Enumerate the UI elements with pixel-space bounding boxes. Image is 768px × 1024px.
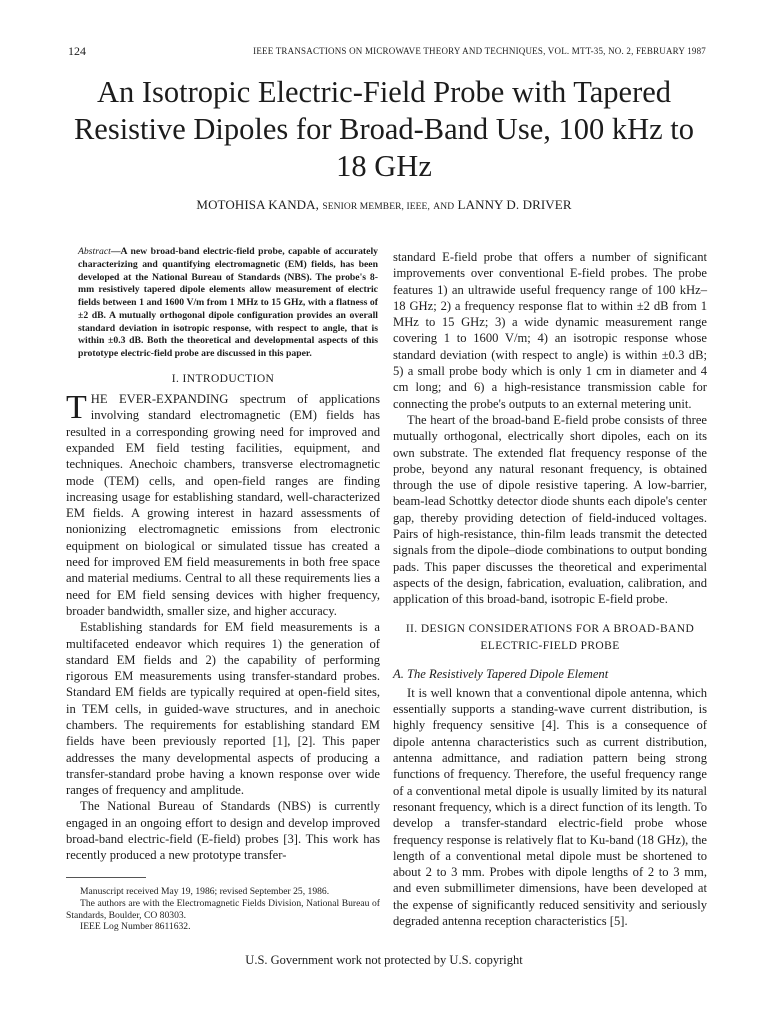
journal-header: IEEE TRANSACTIONS ON MICROWAVE THEORY AND TECHNIQUES, VOL. MTT-35, NO. 2, FEBRUARY 1987 [253, 46, 706, 56]
paragraph: standard E-field probe that offers a number of significant improvements over conventional E-field probes. The probe features 1) an ultrawide useful frequency range of 100 kHz–18 GHz; 2) a frequency response flat to within ±2 dB from 1 MHz to 15 GHz; 3) a wide dynamic measurement range covering 1 to 1600 V/m; 4) an isotropic response whose standard deviation (with respect to angle) is within ±0.3 dB; 5) a small probe body which is only 1 cm in diameter and 4 cm long; and 6) a high-resistance transmission cable for connecting the probe's outputs to an external metering unit. [393, 250, 707, 411]
drop-cap: T [66, 389, 87, 427]
author-conjunction: AND [433, 202, 455, 212]
paragraph: The heart of the broad-band E-field probe consists of three mutually orthogonal, electrically short dipoles, each on its own substrate. The extended flat frequency response of the probe, beyond any natural resonant frequency, is obtained through the use of dipole resistive tapering. A low-barrier, beam-lead Schottky detector diode shunts each dipole's center gap, thereby providing detection of field-induced voltages. Pairs of high-resistance, thin-film leads transmit the detected signals from the dipole–diode combinations to output bonding pads. This paper discusses the theoretical and experimental aspects of the design, fabrication, evaluation, calibration, and application of this broad-band, isotropic E-field probe. [393, 412, 707, 607]
paragraph: Establishing standards for EM field measurements is a multifaceted endeavor which requires 1) the generation of standard EM fields and 2) the capability of performing rigorous EM measurements using transfer-standard probes. Standard EM fields are typically required at open-field sites, in TEM cells, in guided-wave structures, and in anechoic chambers. The requirements for establishing standard EM fields have been previously reported [1], [2]. This paper addresses the many developmental aspects of producing a transfer-standard probe having a known response over wide ranges of frequency and amplitude. [66, 620, 380, 798]
footnote-divider [66, 877, 146, 878]
author-membership: SENIOR MEMBER, IEEE, [322, 202, 430, 212]
section-heading-line: ELECTRIC-FIELD PROBE [480, 639, 620, 652]
paragraph: It is well known that a conventional dipole antenna, which essentially supports a standing-wave current distribution, is highly frequency sensitive [4]. This is a consequence of dipole antenna characteristics such as current distribution, antenna admittance, and radiation pattern being strong functions of frequency. Therefore, the useful frequency range of a conventional metal dipole is usually limited by its natural resonant frequency, which is a direct function of its length. To develop a transfer-standard electric-field probe whose frequency response is relatively flat to Ku-band (18 GHz), the length of a conventional metal dipole must be shortened to about 2 to 3 mm. Probes with dipole lengths of 2 to 3 mm, and even submillimeter dimensions, have been developed at the expense of significantly reduced sensitivity and seriously degraded antenna reception characteristics [5]. [393, 685, 707, 928]
paragraph: The National Bureau of Standards (NBS) is currently engaged in an ongoing effort to design and develop improved broad-band electric-field (E-field) probes [3]. This work has recently produced a new prototype transfer- [66, 799, 380, 863]
footnote: Manuscript received May 19, 1986; revised September 25, 1986. [80, 886, 330, 897]
abstract-text: —A new broad-band electric-field probe, capable of accurately characterizing and quantifying electromagnetic (EM) fields, has been developed at the National Bureau of Standards (NBS). The probe's 8-mm resistively tapered dipole elements allow measurement of electric fields between 1 and 1600 V/m from 1 MHz to 15 GHz, with a flatness of ±2 dB. A mutually orthogonal dipole configuration provides an overall standard deviation in isotropic response, with respect to angle, that is within ±0.3 dB. Both the theoretical and developmental aspects of this prototype electric-field probe are discussed in this paper. [78, 246, 378, 359]
copyright-notice: U.S. Government work not protected by U.S. copyright [245, 953, 523, 967]
author-line [60, 197, 708, 213]
section-heading: I. INTRODUCTION [171, 372, 275, 385]
section-heading-line: II. DESIGN CONSIDERATIONS FOR A BROAD-BAND [405, 622, 695, 635]
left-column [66, 246, 380, 864]
abstract [66, 246, 380, 361]
paper-title: An Isotropic Electric-Field Probe with Tapered Resistive Dipoles for Broad-Band Use, 100 kHz to 18 GHz [73, 75, 695, 183]
section-heading [393, 621, 707, 655]
author-name: MOTOHISA KANDA, [196, 197, 320, 212]
footnote: The authors are with the Electromagnetic Fields Division, National Bureau of Standards, Boulder, CO 80303. [66, 897, 380, 921]
footnotes [66, 886, 380, 933]
right-column [393, 249, 707, 929]
author-name: LANNY D. DRIVER [457, 197, 572, 212]
paragraph [66, 391, 380, 619]
page-number: 124 [68, 44, 86, 58]
footnote: IEEE Log Number 8611632. [80, 921, 191, 933]
abstract-lead: Abstract [78, 246, 111, 257]
paragraph-text: HE EVER-EXPANDING spectrum of applications involving standard electromagnetic (EM) fields has resulted in a corresponding growing need for improved and expanded EM field testing facilities, equipment, and techniques. Anechoic chambers, transverse electromagnetic mode (TEM) cells, and open-field ranges are finding increasing usage for establishing standard, well-characterized EM fields. A growing interest in hazard assessments of nonionizing electromagnetic emissions from electronic equipment on biological or simulated tissue has created a need for improved EM field measurements in both free space and material mediums. Central to all these requirements lies a need for EM field sensing devices with higher frequency, broader bandwidth, smaller size, and higher accuracy. [66, 392, 380, 618]
subsection-heading: A. The Resistively Tapered Dipole Element [393, 666, 609, 681]
